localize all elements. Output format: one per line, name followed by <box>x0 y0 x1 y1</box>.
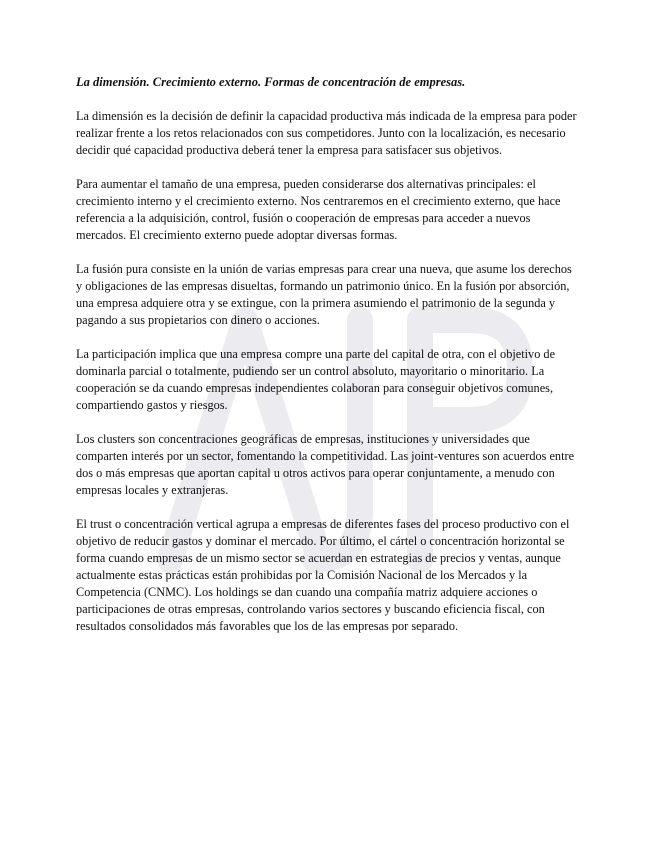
document-body <box>76 74 580 652</box>
paragraph-growth-alternatives: Para aumentar el tamaño de una empresa, pueden considerarse dos alternativas principales: el crecimiento interno y el crecimiento externo. Nos centraremos en el crecimiento externo, que hace referencia a la adquisición, control, fusión o cooperación de empresas para acceder a nuevos mercados. El crecimiento externo puede adoptar diversas formas. <box>76 177 561 242</box>
paragraph-dimension: La dimensión es la decisión de definir la capacidad productiva más indicada de la empresa para poder realizar frente a los retos relacionados con sus competidores. Junto con la localización, es necesario decidir qué capacidad productiva deberá tener la empresa para satisfacer sus objetivos. <box>76 109 577 157</box>
paragraph-trust-holdings: El trust o concentración vertical agrupa a empresas de diferentes fases del proceso productivo con el objetivo de reducir gastos y dominar el mercado. Por último, el cártel o concentración horizontal se forma cuando empresas de un mismo sector se acuerdan en estrategias de precios y ventas, aunque actualmente estas prácticas están prohibidas por la Comisión Nacional de los Mercados y la Competencia (CNMC). Los holdings se dan cuando una compañía matriz adquiere acciones o participaciones de otras empresas, controlando varios sectores y buscando eficiencia fiscal, con resultados consolidados más favorables que los de las empresas por separado. <box>76 517 570 633</box>
paragraph-fusion: La fusión pura consiste en la unión de varias empresas para crear una nueva, que asume los derechos y obligaciones de las empresas disueltas, formando un patrimonio único. En la fusión por absorción, una empresa adquiere otra y se extingue, con la primera asumiendo el patrimonio de la segunda y pagando a sus propietarios con dinero o acciones. <box>76 262 572 327</box>
paragraph-clusters: Los clusters son concentraciones geográficas de empresas, instituciones y universidades que comparten interés por un sector, fomentando la competitividad. Las joint-ventures son acuerdos entre dos o más empresas que aportan capital u otros activos para operar conjuntamente, a menudo con empresas locales y extranjeras. <box>76 432 575 497</box>
paragraph-participation: La participación implica que una empresa compre una parte del capital de otra, con el objetivo de dominarla parcial o totalmente, pudiendo ser un control absoluto, mayoritario o minoritario. La cooperación se da cuando empresas independientes colaboran para conseguir objetivos comunes, compartiendo gastos y riesgos. <box>76 347 556 412</box>
document-title: La dimensión. Crecimiento externo. Formas de concentración de empresas. <box>76 75 466 89</box>
